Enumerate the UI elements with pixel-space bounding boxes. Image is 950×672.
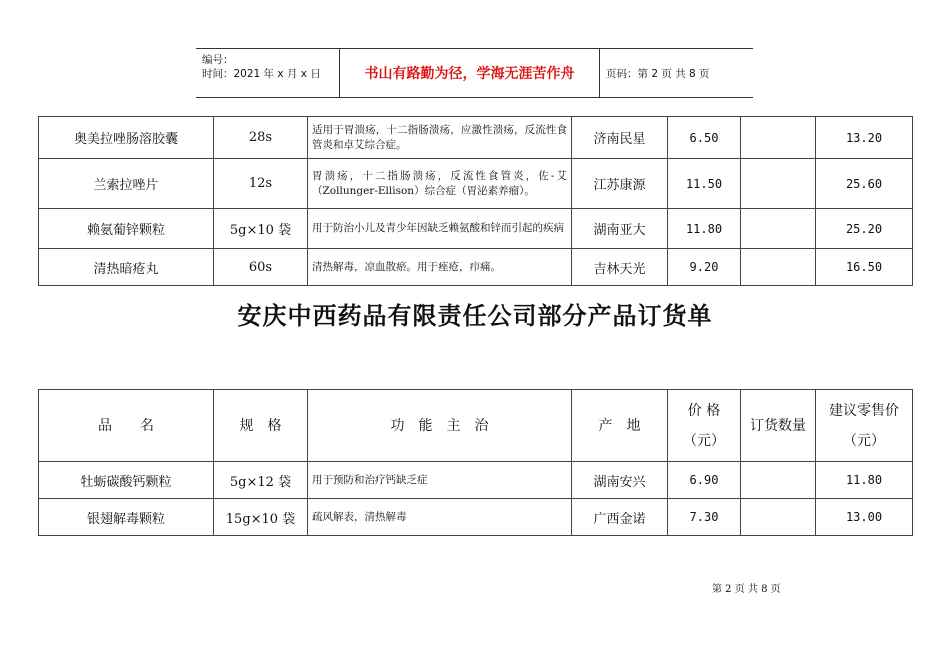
product-function: 适用于胃溃疡，十二指肠溃疡，应激性溃疡，反流性食管炎和卓艾综合症。 — [308, 117, 572, 159]
price-header-line2: （元） — [683, 432, 725, 449]
page-number: 页码：第 2 页 共 8 页 — [606, 67, 710, 80]
product-function: 清热解毒，凉血散瘀。用于痤疮，疖痛。 — [308, 249, 572, 286]
retail-price: 11.80 — [816, 462, 913, 499]
product-origin: 江苏康源 — [572, 159, 668, 209]
column-header-spec: 规 格 — [214, 390, 308, 462]
column-header-retail — [816, 390, 913, 462]
retail-price: 25.60 — [816, 159, 913, 209]
order-quantity-cell[interactable] — [741, 249, 816, 286]
column-header-quantity: 订货数量 — [741, 390, 816, 462]
order-quantity-cell[interactable] — [741, 462, 816, 499]
product-price: 11.80 — [668, 209, 741, 249]
product-spec: 28s — [214, 117, 308, 159]
table-row — [39, 249, 913, 286]
retail-price: 13.00 — [816, 499, 913, 536]
motto-text: 书山有路勤为径，学海无涯苦作舟 — [364, 66, 575, 82]
retail-header-line1: 建议零售价 — [829, 402, 899, 419]
retail-header-line2: （元） — [843, 432, 885, 449]
product-origin: 广西金诺 — [572, 499, 668, 536]
price-header-line1: 价 格 — [687, 402, 721, 419]
product-function: 疏风解表，清热解毒 — [308, 499, 572, 536]
table-header-row — [39, 390, 913, 462]
header-meta-cell — [196, 49, 340, 97]
retail-price: 25.20 — [816, 209, 913, 249]
order-quantity-cell[interactable] — [741, 499, 816, 536]
order-quantity-cell[interactable] — [741, 209, 816, 249]
column-header-origin: 产 地 — [572, 390, 668, 462]
product-price: 7.30 — [668, 499, 741, 536]
product-spec: 5g×10 袋 — [214, 209, 308, 249]
product-origin: 湖南亚大 — [572, 209, 668, 249]
table-row — [39, 159, 913, 209]
column-header-price — [668, 390, 741, 462]
column-header-function: 功 能 主 治 — [308, 390, 572, 462]
product-origin: 济南民星 — [572, 117, 668, 159]
order-quantity-cell[interactable] — [741, 117, 816, 159]
product-name: 奥美拉唑肠溶胶囊 — [39, 117, 214, 159]
product-price: 6.90 — [668, 462, 741, 499]
product-name: 赖氨葡锌颗粒 — [39, 209, 214, 249]
table-row — [39, 462, 913, 499]
product-name: 兰索拉唑片 — [39, 159, 214, 209]
product-function: 用于预防和治疗钙缺乏症 — [308, 462, 572, 499]
product-spec: 15g×10 袋 — [214, 499, 308, 536]
product-spec: 60s — [214, 249, 308, 286]
product-name: 牡蛎碳酸钙颗粒 — [39, 462, 214, 499]
product-spec: 5g×12 袋 — [214, 462, 308, 499]
order-quantity-cell[interactable] — [741, 159, 816, 209]
product-function: 胃溃疡，十二指肠溃疡，反流性食管炎，佐-艾（Zollunger-Ellison）综合症（胃泌素养瘤）。 — [308, 159, 572, 209]
header-motto-cell — [340, 49, 600, 97]
product-order-table — [38, 389, 913, 536]
document-date: 时间：2021 年 x 月 x 日 — [202, 68, 321, 80]
product-name: 银翅解毒颗粒 — [39, 499, 214, 536]
column-header-name: 品 名 — [39, 390, 214, 462]
table-row — [39, 499, 913, 536]
product-price: 6.50 — [668, 117, 741, 159]
page-footer: 第 2 页 共 8 页 — [712, 584, 781, 595]
product-origin: 湖南安兴 — [572, 462, 668, 499]
product-function: 用于防治小儿及青少年因缺乏赖氨酸和锌而引起的疾病 — [308, 209, 572, 249]
document-header — [196, 48, 753, 98]
document-number-label: 编号： — [202, 54, 234, 66]
product-price: 11.50 — [668, 159, 741, 209]
product-table-continued — [38, 116, 913, 286]
table-row — [39, 117, 913, 159]
product-origin: 吉林天光 — [572, 249, 668, 286]
retail-price: 16.50 — [816, 249, 913, 286]
page-title: 安庆中西药品有限责任公司部分产品订货单 — [237, 302, 713, 330]
header-page-cell — [600, 49, 753, 97]
table-row — [39, 209, 913, 249]
product-name: 清热暗疮丸 — [39, 249, 214, 286]
product-spec: 12s — [214, 159, 308, 209]
product-price: 9.20 — [668, 249, 741, 286]
retail-price: 13.20 — [816, 117, 913, 159]
